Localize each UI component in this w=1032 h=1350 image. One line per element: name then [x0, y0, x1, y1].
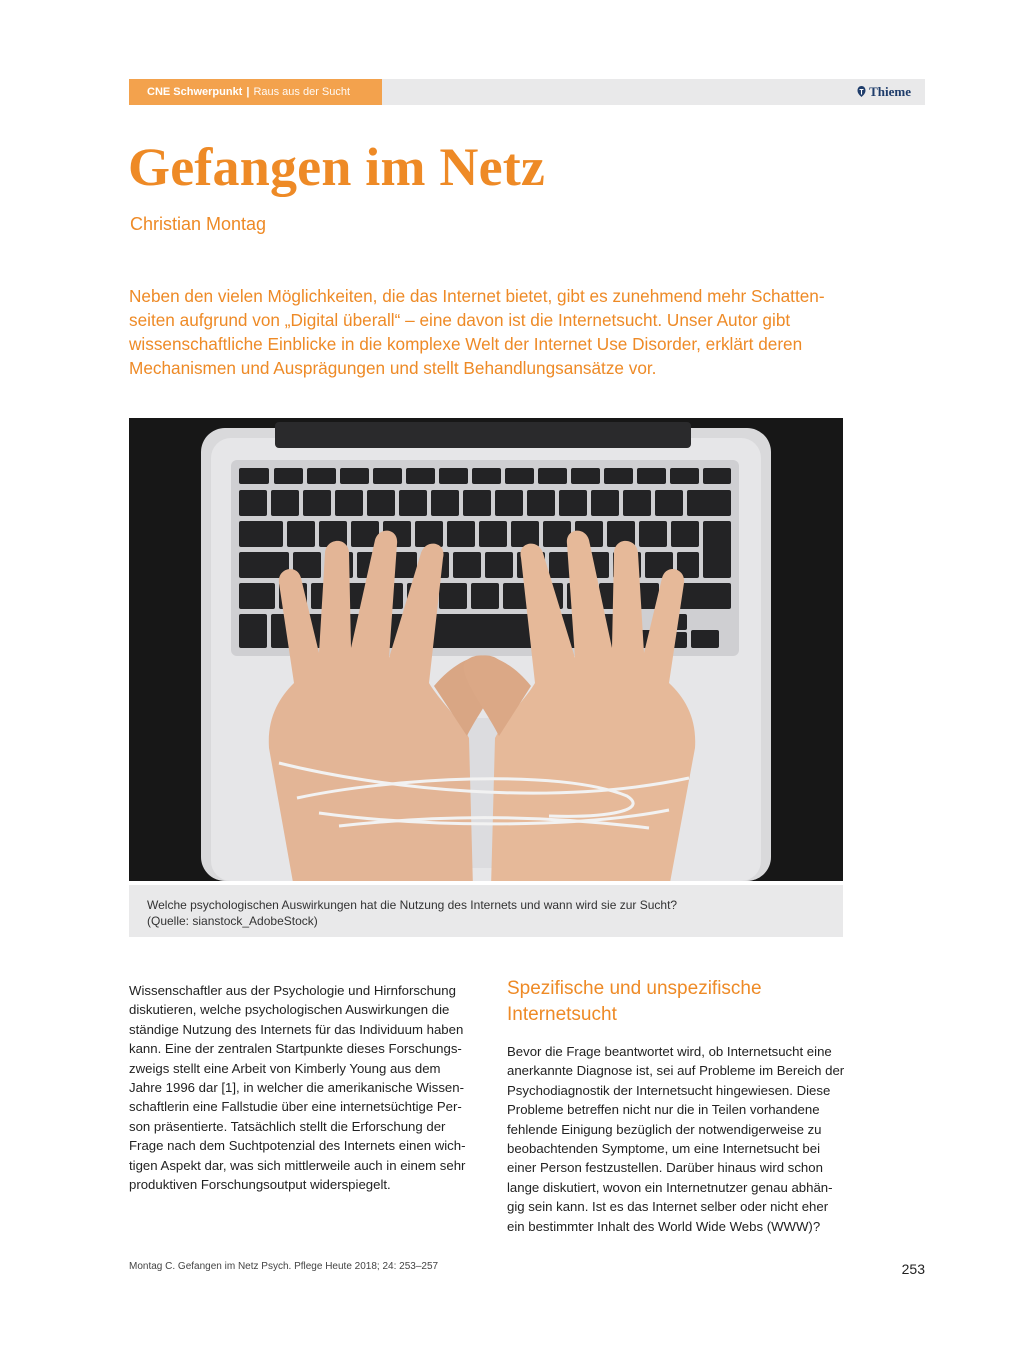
- section-separator: |: [246, 86, 250, 98]
- laptop-hands-illustration: [129, 418, 843, 881]
- body-column-right: [507, 976, 845, 1236]
- running-header: [129, 79, 925, 105]
- page-number: 253: [901, 1261, 925, 1277]
- publisher-name: Thieme: [869, 84, 911, 99]
- figure-caption: [129, 885, 843, 937]
- article-photo: [129, 418, 843, 881]
- section-label: CNE Schwerpunkt: [147, 86, 243, 98]
- body-paragraph-right: Bevor die Frage beantwortet wird, ob Internetsucht eine anerkannte Diagnose ist, sei auf Probleme im Bereich der Psychodiagnostik der Internetsucht hingewiesen. Diese Probleme betreffen nicht nur die in Teilen vorhandene fehlende Einigung bezüglich der notwendigerweise zu beobachtenden Symptome, um eine Internetsucht bei einer Person festzustellen. Darüber hinaus wird schon lange diskutiert, wovon ein Internetnutzer genau abhängig sein kann. Ist es das Internet selber oder nicht eher ein bestimmter Inhalt des World Wide Webs (WWW)?: [507, 1044, 845, 1234]
- caption-text: Welche psychologischen Auswirkungen hat die Nutzung des Internets und wann wird sie zur Sucht?: [147, 898, 678, 912]
- article-title: Gefangen im Netz: [128, 137, 546, 197]
- section-heading: Spezifische und unspezifische Internetsucht: [507, 978, 762, 1025]
- thieme-logo-icon: [857, 86, 866, 97]
- article-author: Christian Montag: [130, 214, 267, 234]
- body-paragraph-left: Wissenschaftler aus der Psychologie und Hirnforschung diskutieren, welche psychologischen Auswirkungen die ständige Nutzung des Internets für das Individuum haben kann. Eine der zentralen Startpunkte dieses Forschungszweigs stellt eine Arbeit von Kimberly Young aus dem Jahre 1996 dar [1], in welcher die amerikanische Wissenschaftlerin eine Fallstudie über eine internetsüchtige Person präsentierte. Tatsächlich stellt die Erforschung der Frage nach dem Suchtpotenzial des Internets einen wichtigen Aspekt dar, was sich mittlerweile auch in einem sehr produktiven Forschungsoutput widerspiegelt.: [129, 983, 466, 1193]
- publisher-logo: [857, 79, 911, 105]
- caption-source: (Quelle: sianstock_AdobeStock): [147, 914, 318, 928]
- article-abstract: Neben den vielen Möglichkeiten, die das Internet bietet, gibt es zunehmend mehr Schattenseiten aufgrund von „Digital überall“ – eine davon ist die Internetsucht. Unser Autor gibt wissenschaftliche Einblicke in die komplexe Welt der Internet Use Disorder, erklärt deren Mechanismen und Ausprägungen und stellt Behandlungsansätze vor.: [129, 286, 825, 378]
- footer-citation: Montag C. Gefangen im Netz Psych. Pflege Heute 2018; 24: 253–257: [129, 1261, 439, 1272]
- subsection-label: Raus aus der Sucht: [253, 86, 351, 98]
- section-tag: [129, 79, 382, 105]
